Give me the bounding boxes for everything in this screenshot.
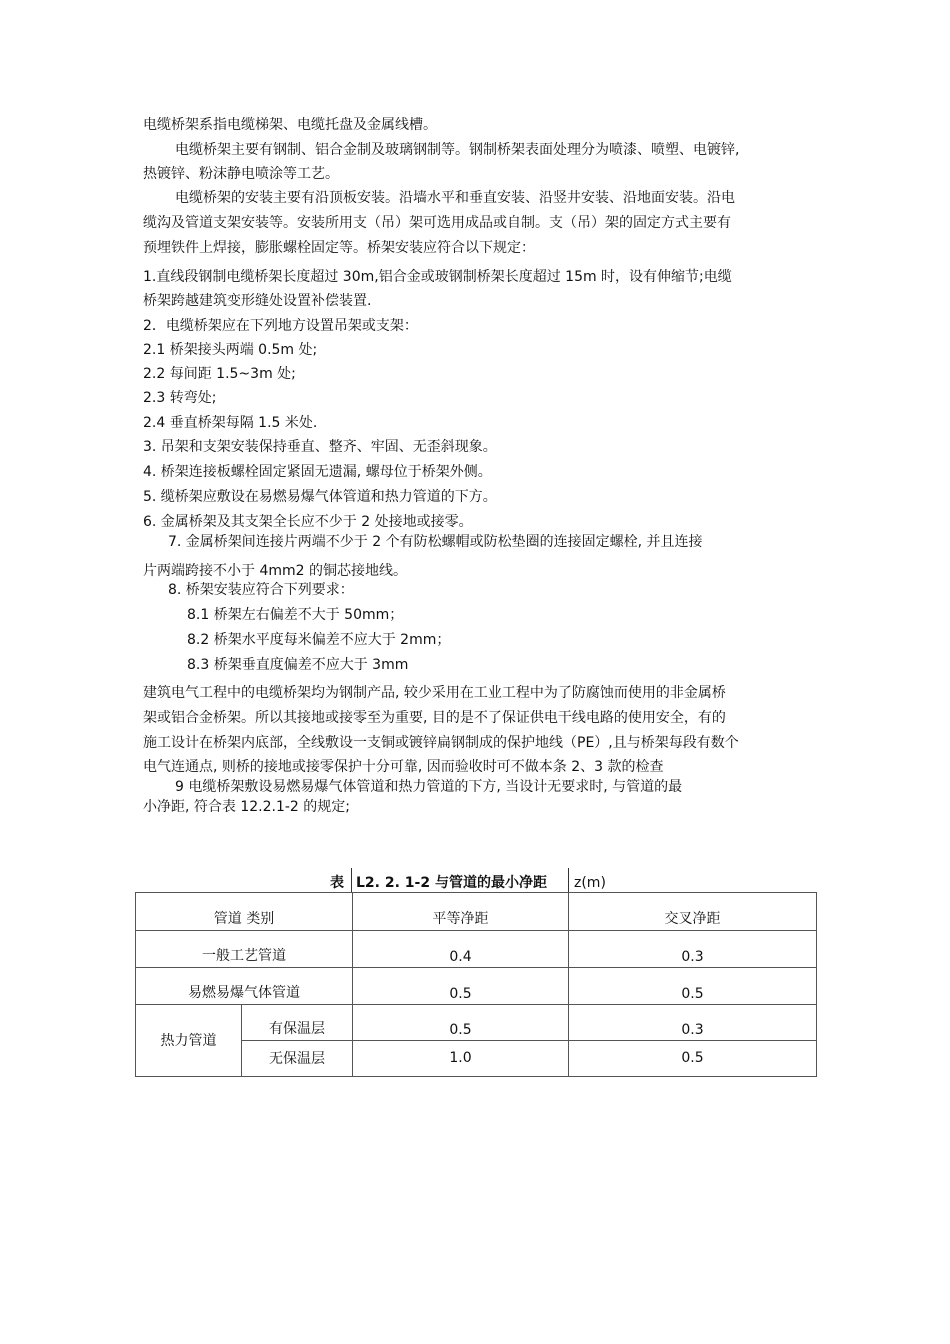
row-parallel: 0.5 [353,1005,569,1041]
item-1-line-1: 1.直线段钢制电缆桥架长度超过 30m,铝合金或玻钢制桥架长度超过 15m 时，设有伸缩节;电缆 [143,269,732,285]
row-name: 易燃易爆气体管道 [136,968,353,1005]
item-6: 6. 金属桥架及其支架全长应不少于 2 处接地或接零。 [143,514,473,530]
paragraph-installation-line-1: 电缆桥架的安装主要有沿顶板安装。沿墙水平和垂直安装、沿竖井安装、沿地面安装。沿电 [175,190,735,206]
row-name: 一般工艺管道 [136,931,353,968]
row-subname: 有保温层 [242,1005,353,1041]
table-caption-title: L2. 2. 1-2 与管道的最小净距 [356,875,547,891]
table-row [136,1005,817,1041]
paragraph-grounding-line-1: 建筑电气工程中的电缆桥架均为钢制产品, 较少采用在工业工程中为了防腐蚀而使用的非金属桥 [143,685,726,701]
item-7-line-1: 7. 金属桥架间连接片两端不少于 2 个有防松螺帽或防松垫圈的连接固定螺栓, 并且连接 [168,534,703,550]
row-parallel: 1.0 [353,1041,569,1077]
item-8: 8. 桥架安装应符合下列要求： [168,582,354,598]
item-1-line-2: 桥架跨越建筑变形缝处设置补偿装置. [143,293,372,309]
item-2-4: 2.4 垂直桥架每隔 1.5 米处. [143,415,318,431]
item-5: 5. 缆桥架应敷设在易燃易爆气体管道和热力管道的下方。 [143,489,497,505]
table-header-row [136,893,817,931]
item-9-line-2: 小净距, 符合表 12.2.1-2 的规定; [143,799,351,815]
item-8-1: 8.1 桥架左右偏差不大于 50mm； [187,607,404,623]
paragraph-materials-line-2: 热镀锌、粉沫静电喷涂等工艺。 [143,166,339,182]
row-parallel: 0.5 [353,968,569,1005]
item-8-2: 8.2 桥架水平度每米偏差不应大于 2mm； [187,632,451,648]
paragraph-grounding-line-3: 施工设计在桥架内底部，全线敷设一支铜或镀锌扁钢制成的保护地线（PE）,且与桥架每段有数个 [143,735,739,751]
table-row [136,968,817,1005]
table-caption-unit: z(m) [574,875,606,891]
item-2-2: 2.2 每间距 1.5~3m 处; [143,366,296,382]
caption-divider [351,868,352,892]
item-9-line-1: 9 电缆桥架敷设易燃易爆气体管道和热力管道的下方, 当设计无要求时, 与管道的最 [175,779,683,795]
header-cross: 交叉净距 [569,893,817,931]
item-2-3: 2.3 转弯处; [143,390,217,406]
row-parallel: 0.4 [353,931,569,968]
row-cross: 0.5 [569,968,817,1005]
row-name-thermal: 热力管道 [136,1005,242,1077]
paragraph-grounding-line-4: 电气连通点, 则桥的接地或接零保护十分可靠, 因而验收时可不做本条 2、3 款的检查 [143,759,664,775]
item-4: 4. 桥架连接板螺栓固定紧固无遗漏, 螺母位于桥架外侧。 [143,464,492,480]
table-caption-prefix: 表 [330,875,344,891]
min-clearance-table [135,892,817,1077]
paragraph-installation-line-3: 预埋铁件上焊接，膨胀螺栓固定等。桥架安装应符合以下规定： [143,240,535,256]
caption-divider [568,868,569,892]
paragraph-installation-line-2: 缆沟及管道支架安装等。安装所用支（吊）架可选用成品或自制。支（吊）架的固定方式主要有 [143,215,731,231]
item-2-1: 2.1 桥架接头两端 0.5m 处; [143,342,318,358]
header-parallel: 平等净距 [353,893,569,931]
paragraph-definition: 电缆桥架系指电缆梯架、电缆托盘及金属线槽。 [143,117,437,133]
table-caption [330,872,606,892]
item-8-3: 8.3 桥架垂直度偏差不应大于 3mm [187,657,409,673]
item-7-line-2: 片两端跨接不小于 4mm2 的铜芯接地线。 [143,563,407,579]
row-subname: 无保温层 [242,1041,353,1077]
header-category: 管道 类别 [136,893,353,931]
paragraph-grounding-line-2: 架或铝合金桥架。所以其接地或接零至为重要, 目的是不了保证供电干线电路的使用安全，有的 [143,710,726,726]
row-cross: 0.3 [569,1005,817,1041]
row-cross: 0.3 [569,931,817,968]
item-2: 2．电缆桥架应在下列地方设置吊架或支架： [143,318,418,334]
item-3: 3. 吊架和支架安装保持垂直、整齐、牢固、无歪斜现象。 [143,439,497,455]
table-row [136,931,817,968]
paragraph-materials-line-1: 电缆桥架主要有钢制、铝合金制及玻璃钢制等。钢制桥架表面处理分为喷漆、喷塑、电镀锌, [175,142,740,158]
row-cross: 0.5 [569,1041,817,1077]
